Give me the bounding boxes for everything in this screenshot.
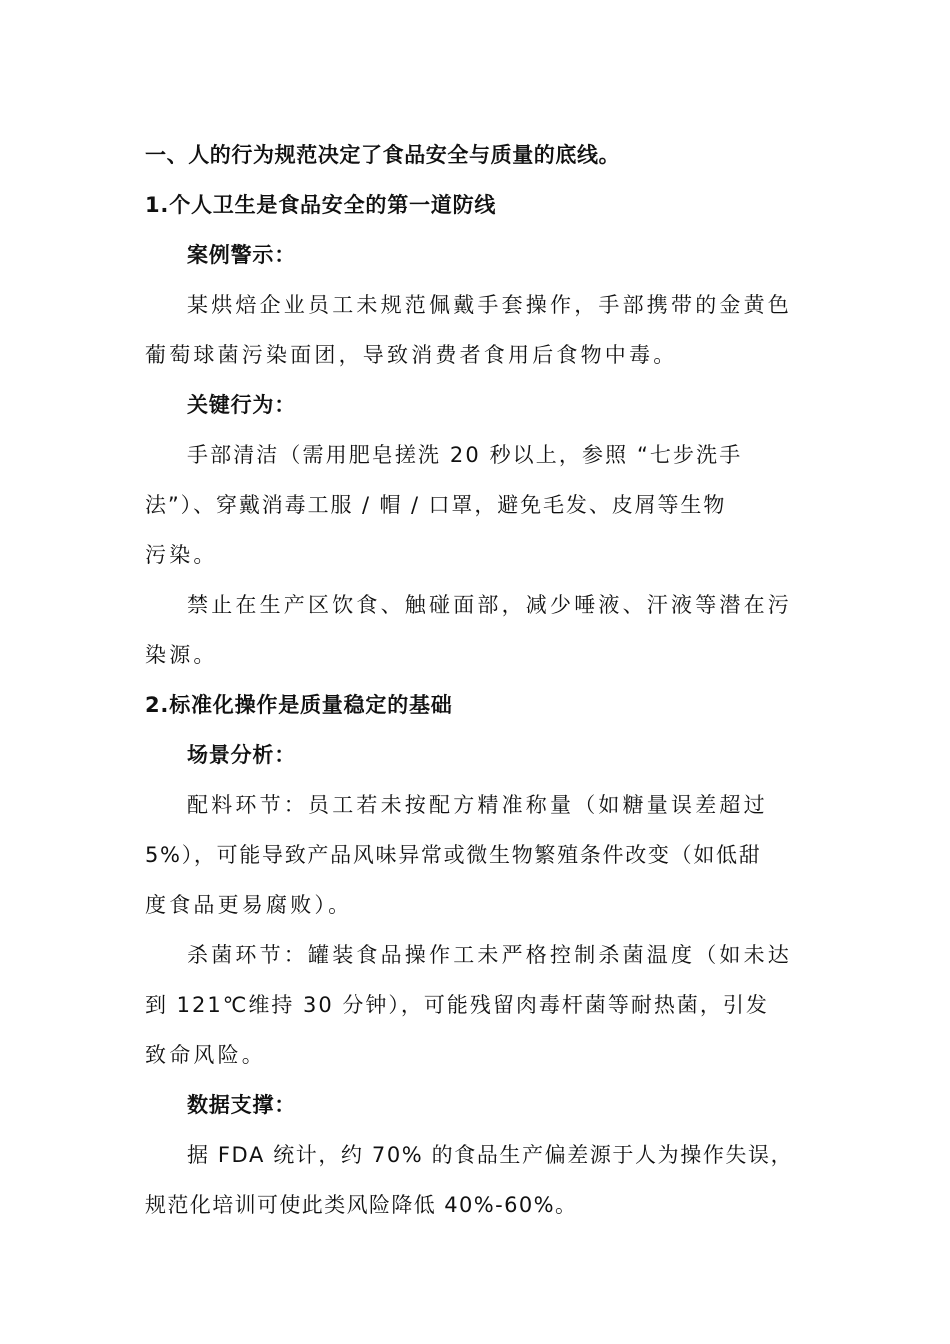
document-body <box>145 130 807 1230</box>
paragraph-line: 致命风险。 <box>145 1043 266 1067</box>
paragraph-line: 污染。 <box>145 543 218 567</box>
subsection-heading-hygiene: 1.个人卫生是食品安全的第一道防线 <box>145 193 497 217</box>
scene-analysis-label: 场景分析： <box>187 743 296 767</box>
paragraph-line: 手部清洁（需用肥皂搓洗 20 秒以上，参照 “七步洗手 <box>187 443 743 467</box>
paragraph-line: 某烘焙企业员工未规范佩戴手套操作，手部携带的金黄色 <box>187 293 792 317</box>
paragraph-line: 杀菌环节：罐装食品操作工未严格控制杀菌温度（如未达 <box>187 943 792 967</box>
paragraph-line: 禁止在生产区饮食、触碰面部，减少唾液、汗液等潜在污 <box>187 593 792 617</box>
data-support-label: 数据支撑： <box>187 1093 296 1117</box>
case-warning-label: 案例警示： <box>187 243 296 267</box>
paragraph-line: 染源。 <box>145 643 218 667</box>
key-behavior-label: 关键行为： <box>187 393 296 417</box>
paragraph-line: 5%），可能导致产品风味异常或微生物繁殖条件改变（如低甜 <box>145 843 762 867</box>
paragraph-line: 度食品更易腐败）。 <box>145 893 353 917</box>
paragraph-line: 到 121℃维持 30 分钟），可能残留肉毒杆菌等耐热菌，引发 <box>145 993 769 1017</box>
section-heading: 一、人的行为规范决定了食品安全与质量的底线。 <box>145 143 621 167</box>
paragraph-line: 法”）、穿戴消毒工服 / 帽 / 口罩，避免毛发、皮屑等生物 <box>145 493 727 517</box>
paragraph-line: 葡萄球菌污染面团，导致消费者食用后食物中毒。 <box>145 343 678 367</box>
paragraph-line: 据 FDA 统计，约 70% 的食品生产偏差源于人为操作失误， <box>187 1143 794 1167</box>
subsection-heading-standardization: 2.标准化操作是质量稳定的基础 <box>145 693 453 717</box>
paragraph-line: 规范化培训可使此类风险降低 40%-60%。 <box>145 1193 578 1217</box>
paragraph-line: 配料环节：员工若未按配方精准称量（如糖量误差超过 <box>187 793 768 817</box>
